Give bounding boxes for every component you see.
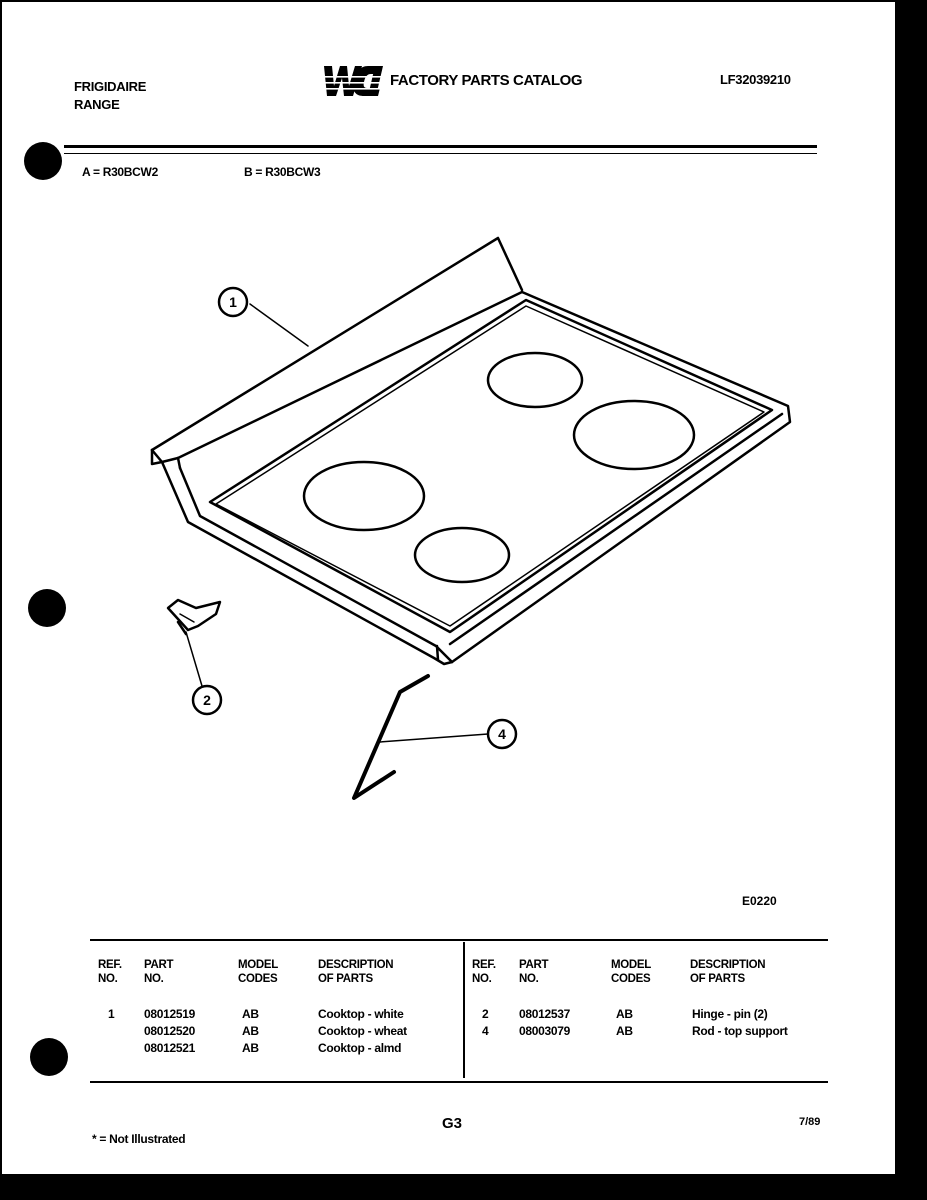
brand-name: FRIGIDAIRE — [74, 79, 147, 94]
row-model: AB — [242, 1007, 259, 1021]
header-part-right: PART NO. — [519, 959, 549, 985]
leader-line-4 — [380, 734, 488, 742]
row-ref: 4 — [482, 1024, 489, 1038]
row-ref: 2 — [482, 1007, 489, 1021]
burner-opening-left-rear — [304, 462, 424, 530]
model-b-label: B = R30BCW3 — [244, 165, 321, 179]
callout-1-number: 1 — [229, 294, 237, 310]
product-type: RANGE — [74, 97, 120, 112]
leader-line-2 — [186, 632, 202, 686]
scan-border-bottom — [0, 1174, 927, 1200]
header-desc-right: DESCRIPTION OF PARTS — [690, 959, 766, 985]
leader-line-1 — [250, 304, 308, 346]
header-model-right: MODEL CODES — [611, 959, 652, 985]
header-ref-left: REF. NO. — [98, 959, 122, 985]
revision-date: 7/89 — [799, 1116, 821, 1128]
not-illustrated-footnote: * = Not Illustrated — [92, 1132, 186, 1146]
callout-4-number: 4 — [498, 726, 506, 742]
row-desc: Cooktop - almd — [318, 1041, 402, 1055]
row-part: 08012521 — [144, 1041, 195, 1055]
row-part: 08012519 — [144, 1007, 195, 1021]
table-center-divider — [463, 942, 465, 1078]
catalog-page — [2, 2, 895, 1174]
binder-hole-bottom — [30, 1038, 68, 1076]
support-rod-part — [354, 676, 428, 798]
burner-opening-left-front — [415, 528, 509, 582]
cooktop-panel — [162, 292, 790, 664]
page-number: G3 — [442, 1115, 463, 1132]
figure-code: E0220 — [742, 894, 777, 908]
row-desc: Rod - top support — [692, 1024, 788, 1038]
table-top-rule — [90, 939, 828, 941]
burner-opening-right-front — [574, 401, 694, 469]
row-model: AB — [616, 1024, 633, 1038]
row-desc: Hinge - pin (2) — [692, 1007, 768, 1021]
row-desc: Cooktop - wheat — [318, 1024, 407, 1038]
row-model: AB — [616, 1007, 633, 1021]
row-part: 08012537 — [519, 1007, 570, 1021]
row-model: AB — [242, 1041, 259, 1055]
row-model: AB — [242, 1024, 259, 1038]
header-part-left: PART NO. — [144, 959, 174, 985]
row-part: 08012520 — [144, 1024, 195, 1038]
cooktop-backguard — [152, 238, 522, 468]
cooktop-exploded-diagram — [2, 2, 895, 902]
row-desc: Cooktop - white — [318, 1007, 404, 1021]
model-a-label: A = R30BCW2 — [82, 165, 158, 179]
row-ref: 1 — [108, 1007, 115, 1021]
document-number: LF32039210 — [720, 72, 791, 87]
catalog-title: FACTORY PARTS CATALOG — [390, 72, 583, 89]
header-desc-left: DESCRIPTION OF PARTS — [318, 959, 394, 985]
header-ref-right: REF. NO. — [472, 959, 496, 985]
callout-2-number: 2 — [203, 692, 211, 708]
header-model-left: MODEL CODES — [238, 959, 279, 985]
scan-border-right — [895, 0, 927, 1200]
table-bottom-rule — [90, 1081, 828, 1083]
burner-opening-right-rear — [488, 353, 582, 407]
row-part: 08003079 — [519, 1024, 570, 1038]
hinge-pin-part — [168, 600, 220, 634]
